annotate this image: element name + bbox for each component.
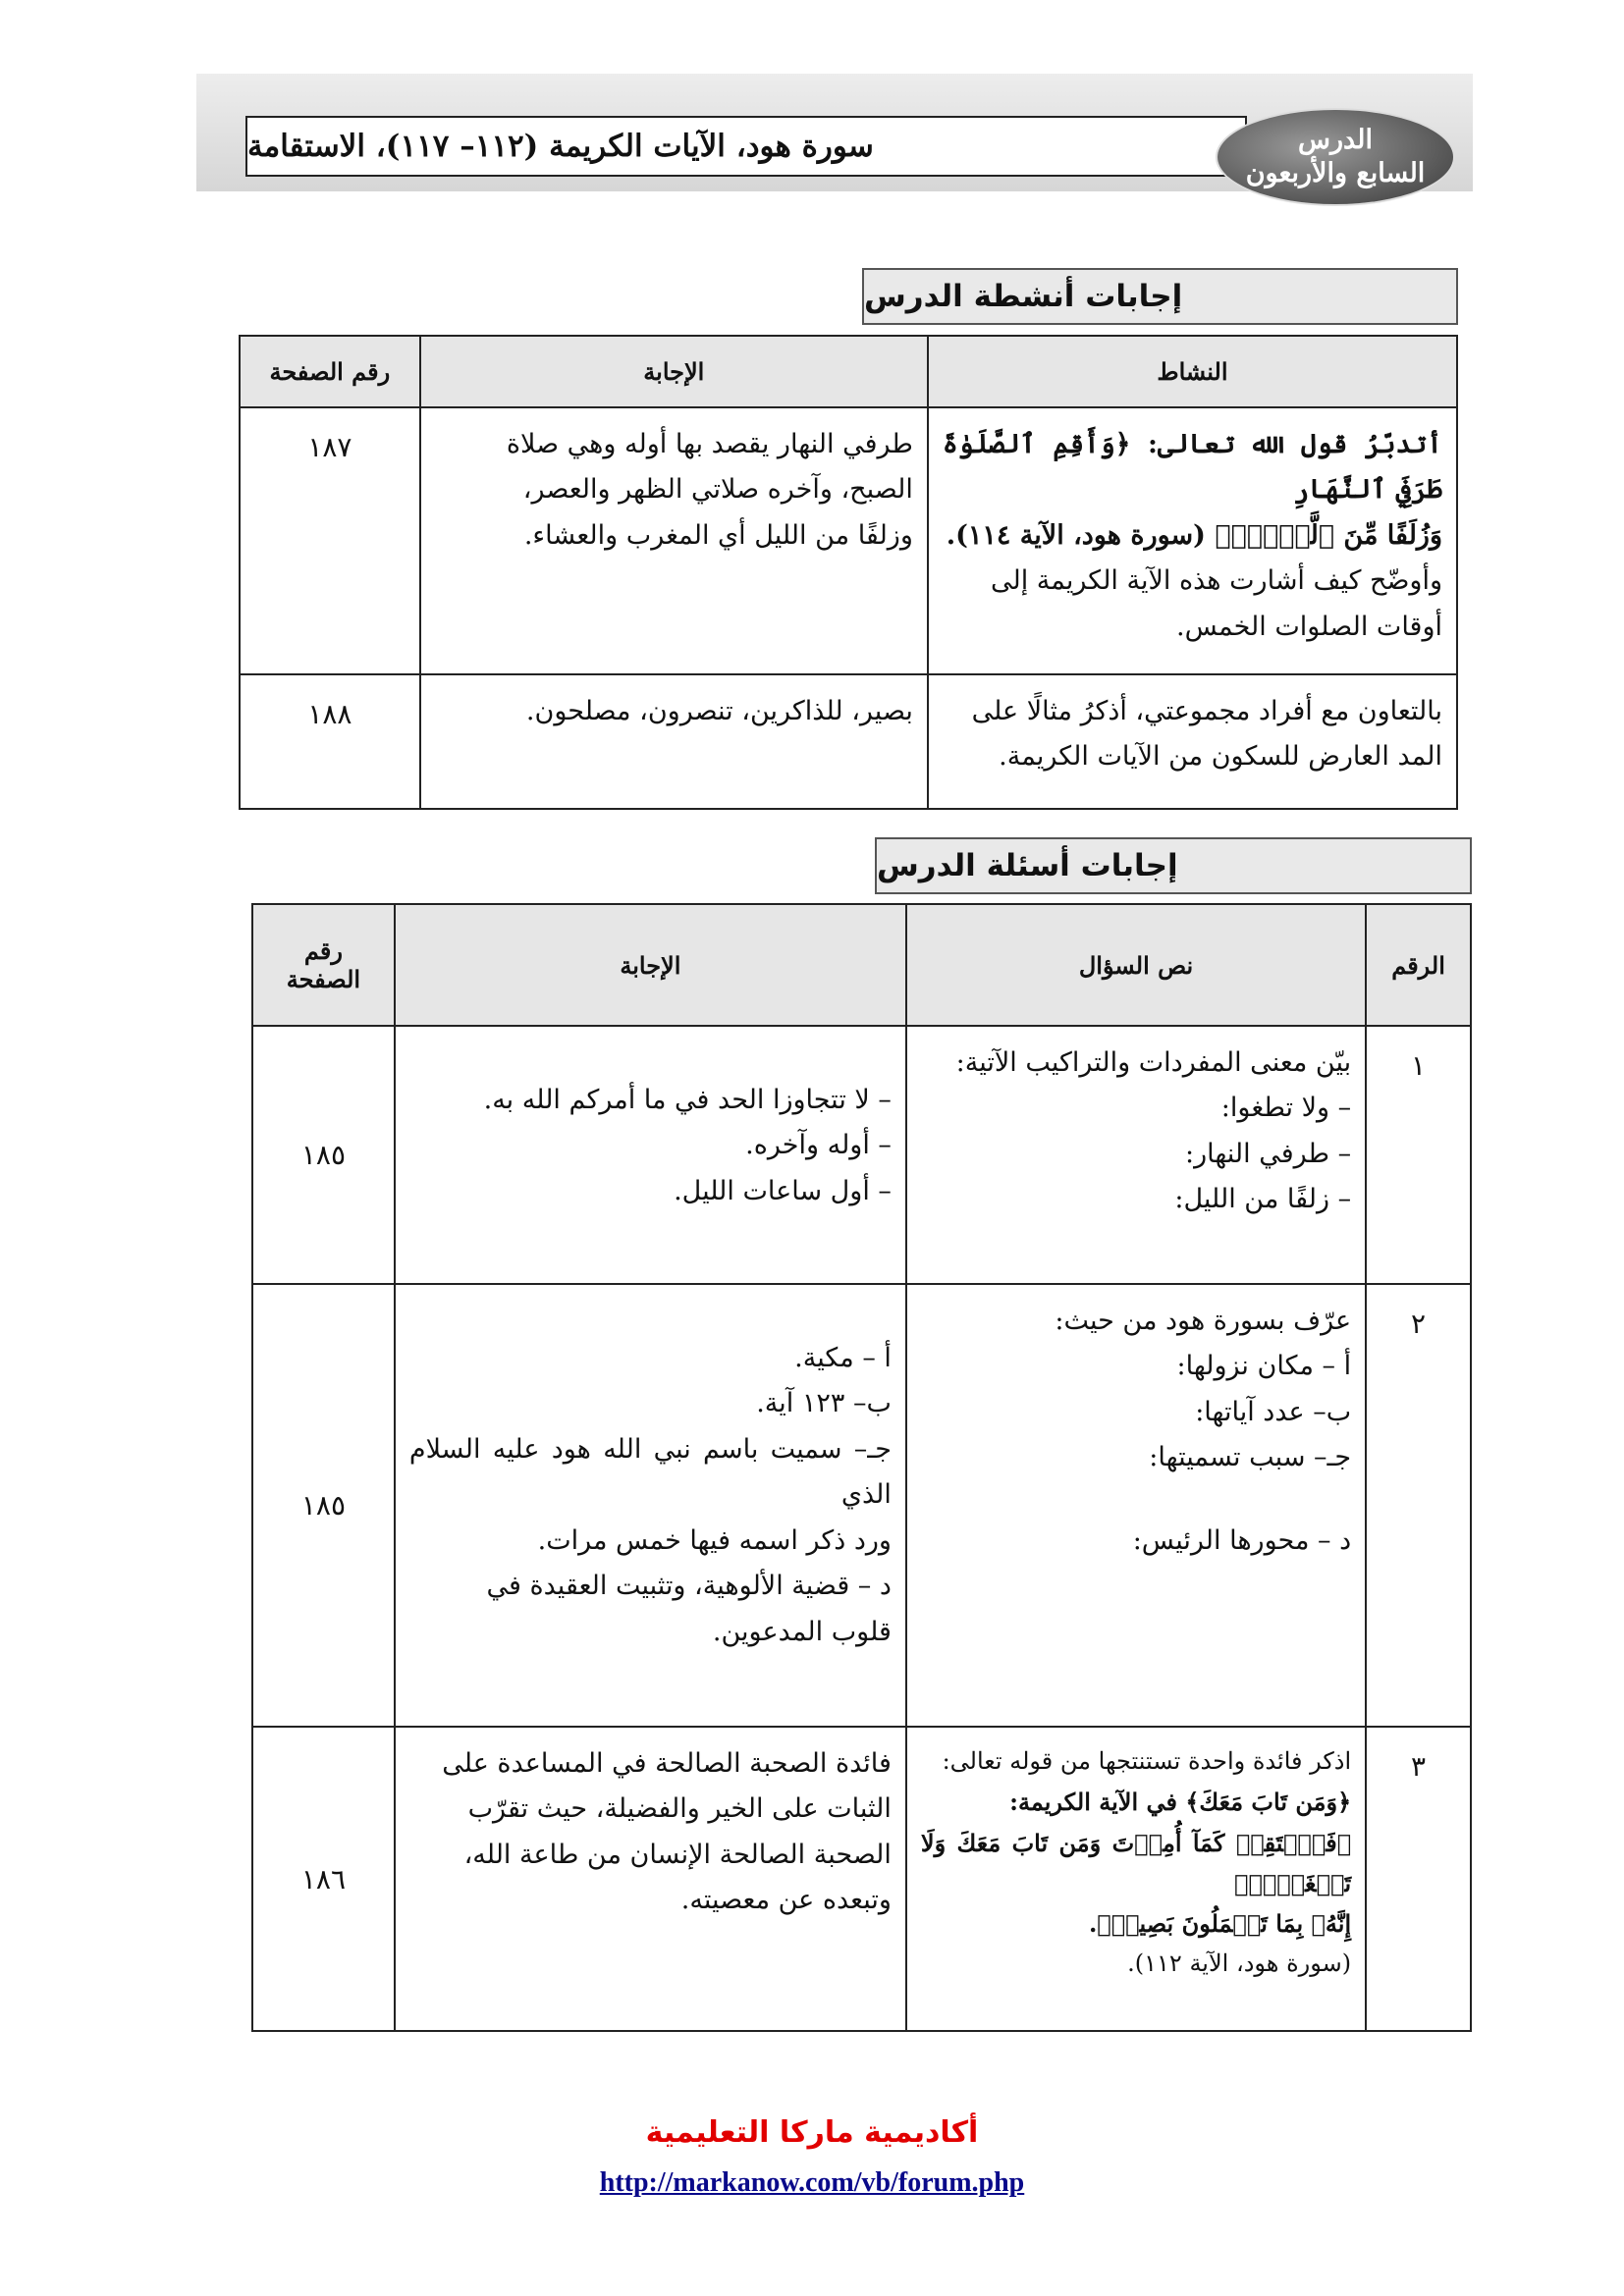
question-line: جـ– سبب تسميتها:: [1149, 1442, 1352, 1473]
answer-line: طرفي النهار يقصد بها أوله وهي صلاة: [506, 429, 913, 459]
footer-academy-name: أكاديمية ماركا التعليمية: [645, 2115, 979, 2150]
activity-line: وأوضّح كيف أشارت هذه الآية الكريمة إلى: [990, 565, 1442, 597]
question-number: ٢: [1366, 1284, 1471, 1727]
answer-line: بصير، للذاكرين، تنصرون، مصلحون.: [525, 696, 913, 726]
question-line: عرّف بسورة هود من حيث:: [1055, 1306, 1352, 1336]
activities-section-header: [862, 268, 1458, 325]
question-cell: [906, 1026, 1366, 1284]
questions-table: [251, 903, 1472, 2032]
question-line: د – محورها الرئيس:: [1132, 1524, 1352, 1556]
answer-line: – أول ساعات الليل.: [674, 1175, 892, 1206]
answer-line: الصبح، وآخره صلاتي الظهر والعصر،: [522, 474, 913, 506]
spacer: [921, 1481, 1351, 1519]
badge-line-1: الدرس: [1298, 125, 1373, 156]
questions-header-row: [252, 904, 1471, 1026]
answer-cell: [395, 1284, 906, 1727]
lesson-number-badge: [1218, 110, 1453, 204]
answer-line: الصحبة الصالحة الإنسان من طاعة الله،: [463, 1839, 892, 1870]
question-line: ﴿وَمَن تَابَ مَعَكَ﴾ في الآية الكريمة:: [1009, 1788, 1352, 1817]
page-number-cell: ١٨٨: [240, 674, 420, 809]
question-line: بيّن معنى المفردات والتراكيب الآتية:: [955, 1047, 1352, 1078]
spacer: [409, 1041, 892, 1078]
col-activity: النشاط: [928, 336, 1457, 407]
table-row: [240, 407, 1457, 674]
answer-line: الثبات على الخير والفضيلة، حيث تقرّب: [467, 1793, 892, 1825]
page-number-cell: ١٨٥: [252, 1284, 395, 1727]
answer-line: ورد ذكر اسمه فيها خمس مرات.: [537, 1524, 892, 1556]
question-line: ﴿فَٱسۡتَقِمۡ كَمَآ أُمِرۡتَ وَمَن تَابَ مَعَكَ وَلَا تَطۡغَوۡاْۚ: [920, 1828, 1352, 1897]
answer-cell: [420, 674, 928, 809]
col-page-line-1: رقم: [303, 936, 343, 965]
table-row: [240, 674, 1457, 809]
answer-cell: [395, 1727, 906, 2031]
activity-cell: [928, 674, 1457, 809]
lesson-title: [245, 116, 1247, 177]
lesson-title-text: سورة هود، الآيات الكريمة (١١٢– ١١٧)، الاستقامة: [247, 129, 874, 164]
answer-line: أ – مكية.: [794, 1343, 892, 1373]
question-line: إِنَّهُۥ بِمَا تَعۡمَلُونَ بَصِيرٞ﴾.: [1088, 1909, 1352, 1939]
question-line: (سورة هود، الآية ١١٢).: [1127, 1949, 1352, 1978]
footer-link[interactable]: http://markanow.com/vb/forum.php: [599, 2167, 1025, 2198]
question-cell: [906, 1284, 1366, 1727]
questions-section-header: [875, 837, 1472, 894]
col-answer: الإجابة: [420, 336, 928, 407]
activities-header-row: [240, 336, 1457, 407]
question-line: – ولا تطغوا:: [1220, 1093, 1352, 1124]
answer-line: وزلفًا من الليل أي المغرب والعشاء.: [523, 519, 913, 551]
page-number-cell: ١٨٧: [240, 407, 420, 674]
answer-line: جـ– سميت باسم نبي الله هود عليه السلام الذي: [408, 1433, 892, 1511]
col-page: رقم الصفحة: [240, 336, 420, 407]
question-line: ب– عدد آياتها:: [1195, 1396, 1352, 1427]
badge-line-2: السابع والأربعون: [1245, 158, 1426, 188]
col-question: نص السؤال: [906, 904, 1366, 1026]
col-number: الرقم: [1366, 904, 1471, 1026]
answer-line: وتبعده عن معصيته.: [680, 1885, 892, 1916]
page-number-cell: ١٨٦: [252, 1727, 395, 2031]
activity-cell: [928, 407, 1457, 674]
col-page-line-2: الصفحة: [286, 965, 361, 993]
page-number-cell: ١٨٥: [252, 1026, 395, 1284]
answer-line: – لا تتجاوزا الحد في ما أمركم الله به.: [483, 1085, 892, 1115]
activity-line: أوقات الصلوات الخمس.: [1176, 611, 1442, 642]
answer-line: فائدة الصحبة الصالحة في المساعدة على: [442, 1748, 892, 1779]
answer-cell: [420, 407, 928, 674]
col-answer: الإجابة: [395, 904, 906, 1026]
table-row: [252, 1026, 1471, 1284]
question-line: – زلفًا من الليل:: [1174, 1184, 1352, 1215]
answer-line: قلوب المدعوين.: [712, 1616, 892, 1647]
question-number: ٣: [1366, 1727, 1471, 2031]
answer-line: ب– ١٢٣ آية.: [756, 1388, 892, 1419]
activity-line: وَزُلَفًا مِّنَ ٱلَّيۡلِۚ﴾ (سورة هود، الآية ١١٤).: [946, 519, 1442, 551]
question-cell: [906, 1727, 1366, 2031]
answer-cell: [395, 1026, 906, 1284]
question-line: أ – مكان نزولها:: [1176, 1351, 1352, 1382]
col-page: [252, 904, 395, 1026]
question-number: ١: [1366, 1026, 1471, 1284]
activity-line: أتدبّرُ قول الله تعالى: ﴿وَأَقِمِ ٱلصَّلَوٰةَ طَرَفَيِ ٱلنَّهَارِ: [942, 429, 1442, 506]
questions-section-title: إجابات أسئلة الدرس: [877, 848, 1178, 883]
answer-line: – أوله وآخره.: [745, 1130, 892, 1161]
question-line: – طرفي النهار:: [1184, 1138, 1352, 1169]
activity-line: بالتعاون مع أفراد مجموعتي، أذكرُ مثالًا على: [971, 696, 1442, 726]
spacer: [409, 1299, 892, 1336]
question-line: اذكر فائدة واحدة تستنتجها من قوله تعالى:: [942, 1747, 1352, 1775]
table-row: [252, 1727, 1471, 2031]
activities-table: [239, 335, 1458, 810]
answer-line: د – قضية الألوهية، وتثبيت العقيدة في: [486, 1571, 892, 1602]
activities-section-title: إجابات أنشطة الدرس: [864, 279, 1183, 314]
table-row: [252, 1284, 1471, 1727]
activity-line: المد العارض للسكون من الآيات الكريمة.: [999, 741, 1442, 773]
